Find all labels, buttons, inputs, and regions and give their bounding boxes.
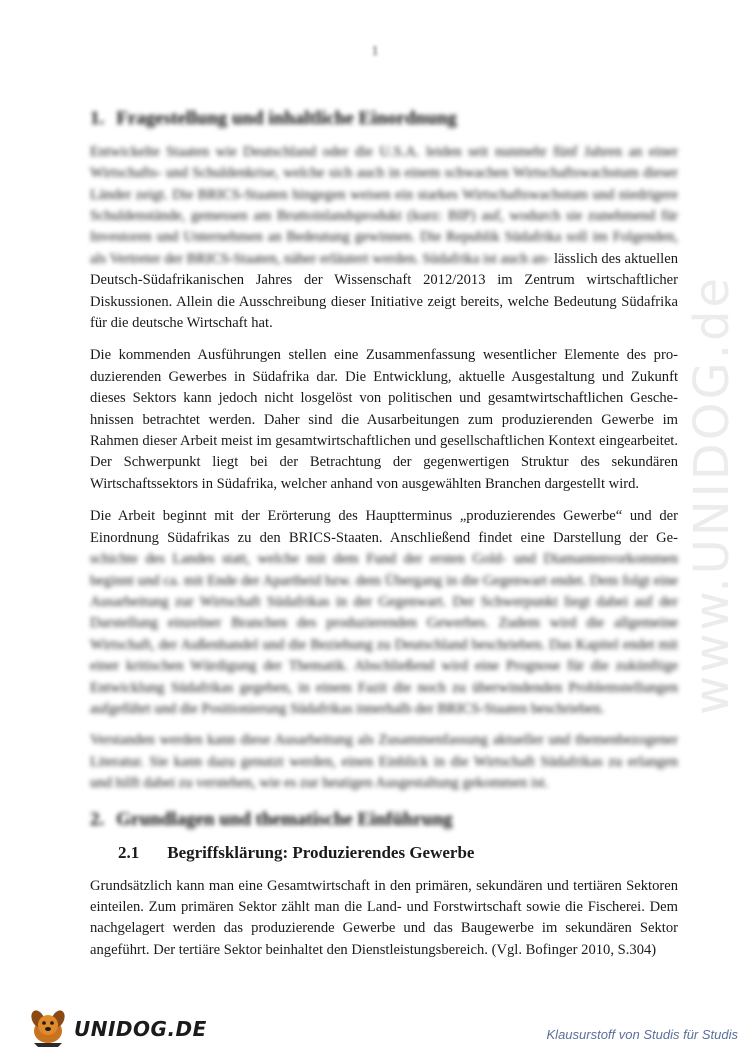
paragraph-literature: Verstanden werden kann diese Ausarbeitung als Zusammenfassung aktueller und themenbezogener Literatur. Sie kann dazu genutzt werden, einen Einblick in die Wirtschaft Südafrikas zu erlangen und hilft dabei zu verstehen, wie es zur heutigen Ausgestaltung gekommen ist. [90,732,678,792]
subsection-number: 2.1 [118,843,140,863]
section-title: Fragestellung und inhaltliche Einordnung [116,108,457,129]
section-heading-1 [90,108,678,131]
paragraph-intro [90,142,678,335]
visible-text: Die Arbeit beginnt mit der Erörterung des Hauptterminus „produzierendes Gewerbe“ und der Einordnung Südafrikas zu den BRICS-Staaten. Anschließend findet eine Darstellung der Ge- [90,508,678,546]
unidog-logo[interactable] [24,1003,207,1049]
visible-text: lässlich des aktuellen Deutsch-Südafrikanischen Jahres der Wissenschaft 2012/2013 im Zentrum wirtschaftlicher Diskussionen. Allein die Ausschreibung dieser Initiative zeigt bereits, welche Bedeutung Südafrika für die deutsche Wirtschaft hat. [90,250,678,332]
page-number: 1 [371,44,379,59]
logo-text: UNIDOG.DE [74,1017,207,1041]
dog-icon [24,1003,70,1049]
watermark [682,260,742,730]
subsection-title: Begriffsklärung: Produzierendes Gewerbe [167,843,475,863]
watermark-text: www.UNIDOG.de [684,274,741,716]
section-heading-2 [90,809,678,832]
section-number: 2. [90,808,105,830]
paragraph-overview: Die kommenden Ausführungen stellen eine Zusammenfassung wesentlicher Elemente des produzierenden Gewerbes in Südafrika dar. Die Entwicklung, aktuelle Ausgestaltung und Zukunft dieses Sektors kann jedoch nicht losgelöst von politischen und gesamtwirtschaftlichen Geschehnissen betrachtet werden. Daher sind die Ausarbeitungen zum produzierenden Gewerbe im Rahmen dieser Arbeit meist im gesamtwirtschaftlichen und gesellschaftlichen Kontext eingearbeitet. Der Schwerpunkt liegt bei der Betrachtung der gegenwertigen Struktur des sekundären Wirtschaftssektors in Südafrika, welcher anhand von ausgewählten Branchen dargestellt wird. [90,347,678,492]
section-title: Grundlagen und thematische Einführung [116,808,453,830]
paragraph-structure [90,506,678,720]
subsection-heading-2-1 [118,842,678,863]
blurred-text: schichte des Landes statt, welche mit dem Fund der ersten Gold- und Diamantenvorkommen beginnt und ca. mit Ende der Apartheid bzw. dem Übergang in die Gegenwart endet. Dem folgt eine Ausarbeitung zur Wirtschaft Südafrikas in der Gegenwart. Der Schwerpunkt liegt dabei auf der Darstellung einzelner Branchen des produzierenden Gewerbes. Zudem wird die allgemeine Wirtschaft, der Außenhandel und die Beziehung zu Deutschland beschrieben. Das Kapitel endet mit einer kritischen Würdigung der Thematik. Abschließend wird eine Prognose für die zukünftige Entwicklung Südafrikas gegeben, in einem Fazit die noch zu überwindenden Problemstellungen aufgeführt und die Positionierung Südafrikas innerhalb der BRICS-Staaten beschrieben. [90,551,678,717]
blurred-text: Entwickelte Staaten wie Deutschland oder die U.S.A. leiden seit nunmehr fünf Jahren an einer Wirtschafts- und Schuldenkrise, welche sich auch in einem schwachen Wirtschaftswachstum dieser Länder zeigt. Die BRICS-Staaten hingegen weisen ein starkes Wirtschaftswachstum und niedrigere Schuldenstände, gemessen am Bruttoinlandsprodukt (kurz: BIP) auf, wodurch sie zunehmend für Investoren und Unternehmen an Bedeutung gewinnen. Die Republik Südafrika soll im Folgenden, als Vertreter der BRICS-Staaten, näher erläutert werden. Südafrika ist auch an- [90,143,678,267]
footer-slogan: Klausurstoff von Studis für Studis [546,1027,738,1042]
document-body [90,108,678,961]
paragraph-definition: Grundsätzlich kann man eine Gesamtwirtschaft in den primären, sekundären und tertiären Sektoren einteilen. Zum primären Sektor zählt man die Land- und Forstwirtschaft sowie die Fischerei. Dem nachgelagert werden das produzierende Gewerbe und das Baugewerbe im sekundären Sektor angeführt. Der tertiäre Sektor beinhaltet den Dienstleistungsbereich. (Vgl. Bofinger 2010, S.304) [90,877,678,958]
section-number: 1. [90,108,105,129]
